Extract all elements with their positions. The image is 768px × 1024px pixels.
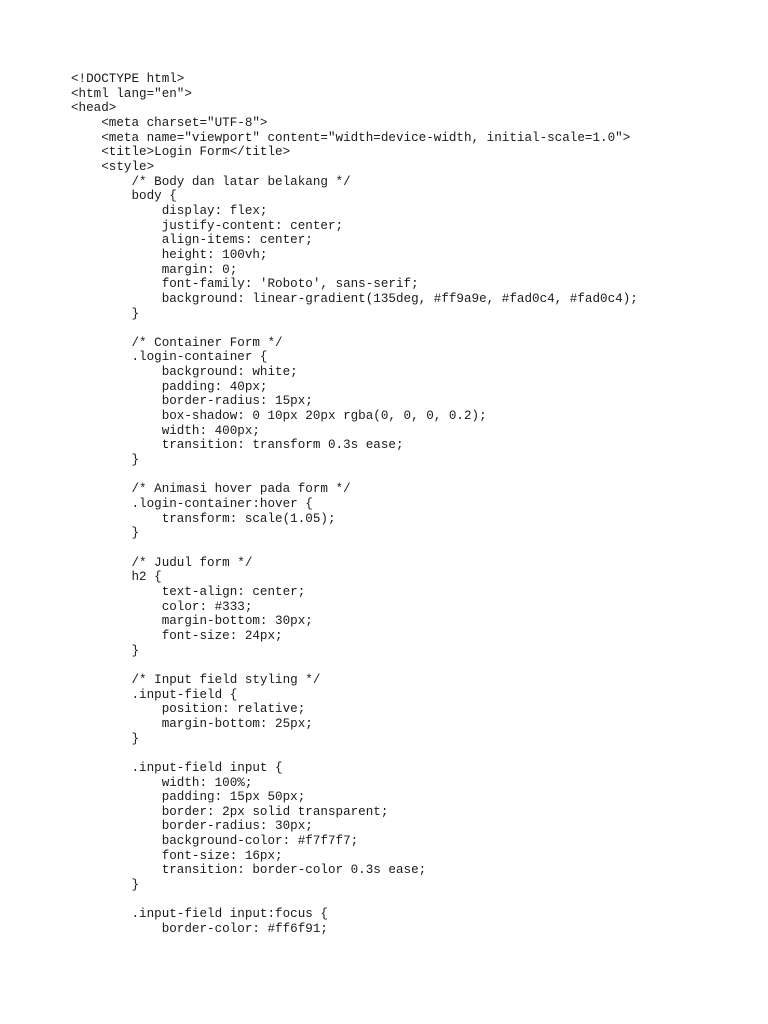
code-line: <!DOCTYPE html>	[71, 72, 185, 86]
code-line: <meta charset="UTF-8">	[71, 115, 268, 130]
code-listing	[71, 72, 638, 937]
code-line: }	[71, 878, 140, 893]
code-line: <style>	[71, 159, 155, 174]
code-line	[71, 321, 638, 336]
code-line: justify-content: center;	[71, 218, 344, 233]
code-line: /* Body dan latar belakang */	[71, 174, 351, 189]
code-line: margin-bottom: 30px;	[71, 614, 313, 629]
code-line: <title>Login Form</title>	[71, 145, 291, 160]
code-line: width: 400px;	[71, 423, 260, 438]
code-line: position: relative;	[71, 702, 306, 717]
code-line: box-shadow: 0 10px 20px rgba(0, 0, 0, 0.2);	[71, 409, 487, 424]
code-line: <html lang="en">	[71, 86, 192, 101]
code-line: width: 100%;	[71, 775, 253, 790]
code-line: background: linear-gradient(135deg, #ff9a9e, #fad0c4, #fad0c4);	[71, 291, 638, 306]
code-line: background-color: #f7f7f7;	[71, 834, 359, 849]
code-line: .input-field input {	[71, 760, 283, 775]
code-line: .login-container:hover {	[71, 497, 313, 512]
code-line: transform: scale(1.05);	[71, 511, 336, 526]
code-line: padding: 40px;	[71, 379, 268, 394]
code-line: height: 100vh;	[71, 247, 268, 262]
code-line: /* Animasi hover pada form */	[71, 482, 351, 497]
code-line	[71, 468, 638, 483]
code-line: border-color: #ff6f91;	[71, 922, 328, 937]
code-line: font-size: 16px;	[71, 848, 283, 863]
code-line: }	[71, 526, 140, 541]
code-line: /* Input field styling */	[71, 672, 321, 687]
code-line	[71, 746, 638, 761]
code-line: color: #333;	[71, 599, 253, 614]
code-line: <meta name="viewport" content="width=device-width, initial-scale=1.0">	[71, 130, 631, 145]
code-line: font-family: 'Roboto', sans-serif;	[71, 277, 419, 292]
code-line: border-radius: 30px;	[71, 819, 313, 834]
code-line: h2 {	[71, 570, 162, 585]
code-line: border: 2px solid transparent;	[71, 804, 389, 819]
code-line: <head>	[71, 101, 117, 116]
code-line: padding: 15px 50px;	[71, 790, 306, 805]
code-line: }	[71, 306, 140, 321]
code-line: text-align: center;	[71, 584, 306, 599]
code-line: align-items: center;	[71, 233, 313, 248]
code-line: transition: transform 0.3s ease;	[71, 438, 404, 453]
code-line: }	[71, 643, 140, 658]
code-line: border-radius: 15px;	[71, 394, 313, 409]
code-line	[71, 541, 638, 556]
code-line: }	[71, 731, 140, 746]
code-line: .input-field input:focus {	[71, 907, 328, 922]
code-line: .input-field {	[71, 687, 238, 702]
code-line	[71, 893, 638, 908]
code-line: transition: border-color 0.3s ease;	[71, 863, 427, 878]
code-line: margin-bottom: 25px;	[71, 716, 313, 731]
code-line: /* Container Form */	[71, 335, 283, 350]
code-line: /* Judul form */	[71, 555, 253, 570]
code-line: font-size: 24px;	[71, 628, 283, 643]
code-line: }	[71, 453, 140, 468]
code-line: display: flex;	[71, 203, 268, 218]
code-line: margin: 0;	[71, 262, 238, 277]
code-line: body {	[71, 189, 177, 204]
code-line: background: white;	[71, 365, 298, 380]
code-line: .login-container {	[71, 350, 268, 365]
code-line	[71, 658, 638, 673]
